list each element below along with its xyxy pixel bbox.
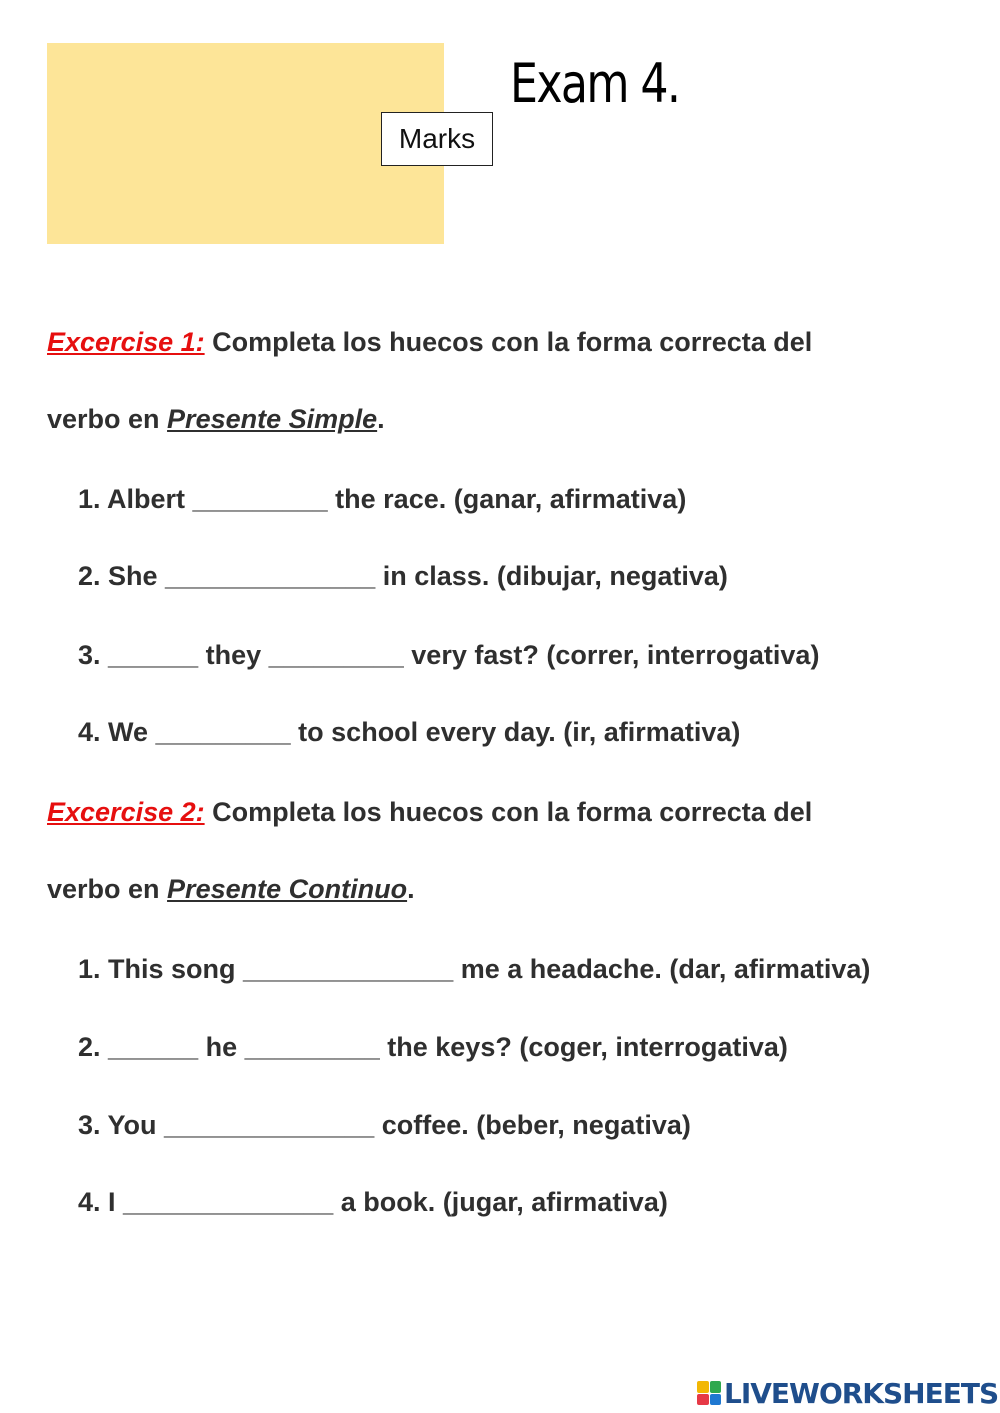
exercise2-suffix: . <box>407 874 415 904</box>
exercise2-instruction <box>47 797 812 828</box>
exercise1-prefix: verbo en <box>47 404 168 434</box>
exercise2-item-1: 1. This song ______________ me a headache. (dar, afirmativa) <box>78 954 871 984</box>
page-title: Exam 4. <box>510 52 680 115</box>
liveworksheets-logo <box>697 1377 998 1409</box>
exercise1-instruction-line2 <box>47 404 385 435</box>
exercise2-prefix: verbo en <box>47 874 168 904</box>
exercise2-tense: Presente Continuo <box>167 874 408 904</box>
exercise2-item-4: 4. I ______________ a book. (jugar, afirmativa) <box>78 1187 668 1217</box>
exercise1-item-2: 2. She ______________ in class. (dibujar, negativa) <box>78 561 728 591</box>
exercise2-instruction-text: Completa los huecos con la forma correcta del <box>204 797 813 827</box>
exercise1-item-1: 1. Albert _________ the race. (ganar, afirmativa) <box>78 484 687 514</box>
exercise2-item-2: 2. ______ he _________ the keys? (coger, interrogativa) <box>78 1032 788 1062</box>
exercise2-item-3: 3. You ______________ coffee. (beber, negativa) <box>78 1110 691 1140</box>
exercise1-suffix: . <box>377 404 385 434</box>
exercise2-label: Excercise 2: <box>47 797 205 827</box>
marks-box[interactable] <box>381 112 493 166</box>
exercise1-instruction <box>47 327 812 358</box>
exercise1-instruction-text: Completa los huecos con la forma correcta del <box>204 327 813 357</box>
exercise2-instruction-line2 <box>47 874 415 905</box>
marks-label: Marks <box>398 123 476 154</box>
exercise1-item-3: 3. ______ they _________ very fast? (correr, interrogativa) <box>78 640 820 670</box>
logo-text: LIVEWORKSHEETS <box>724 1376 999 1410</box>
exercise1-item-4: 4. We _________ to school every day. (ir, afirmativa) <box>78 717 741 747</box>
exercise1-label: Excercise 1: <box>47 327 205 357</box>
logo-icon <box>697 1381 721 1405</box>
exercise1-tense: Presente Simple <box>167 404 378 434</box>
